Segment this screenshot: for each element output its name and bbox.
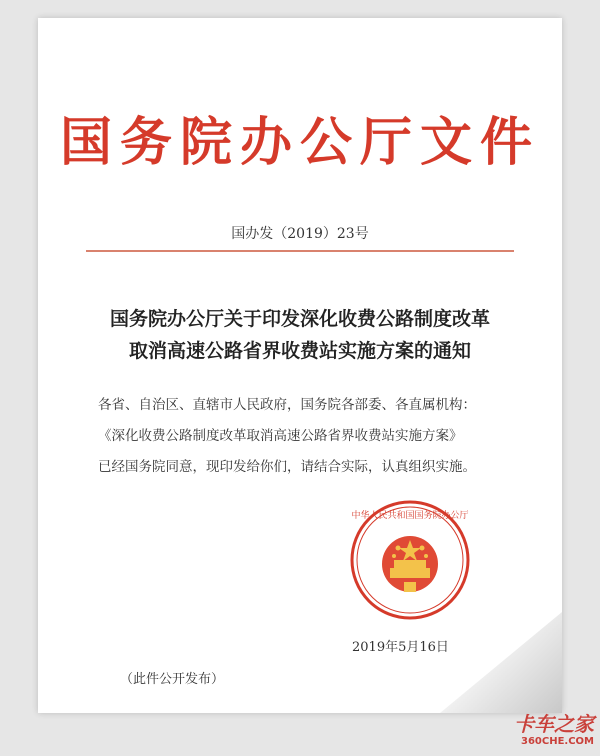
header-divider <box>86 250 514 252</box>
document-date: 2019年5月16日 <box>352 640 449 655</box>
document-header-title: 国务院办公厅文件 <box>59 112 540 173</box>
notice-title <box>38 303 562 367</box>
notice-title-line-2: 取消高速公路省界收费站实施方案的通知 <box>128 340 471 362</box>
notice-title-line-1: 国务院办公厅关于印发深化收费公路制度改革 <box>109 308 490 330</box>
document-page <box>38 18 562 713</box>
watermark-site: 360CHE.COM <box>520 736 594 747</box>
official-seal <box>348 498 472 622</box>
document-number: 国办发（2019）23号 <box>231 226 369 242</box>
body-line-3: 已经国务院同意，现印发给你们，请结合实际，认真组织实施。 <box>98 459 476 475</box>
seal-text: 中华人民共和国国务院办公厅 <box>351 511 469 521</box>
site-watermark <box>488 712 594 752</box>
watermark-brand: 卡车之家 <box>514 712 594 736</box>
body-line-2: 《深化收费公路制度改革取消高速公路省界收费站实施方案》 <box>98 428 463 444</box>
notice-body <box>98 390 538 483</box>
publication-footnote: （此件公开发布） <box>120 672 225 687</box>
body-line-1: 各省、自治区、直辖市人民政府，国务院各部委、各直属机构： <box>98 397 476 413</box>
national-emblem-icon <box>382 536 438 592</box>
